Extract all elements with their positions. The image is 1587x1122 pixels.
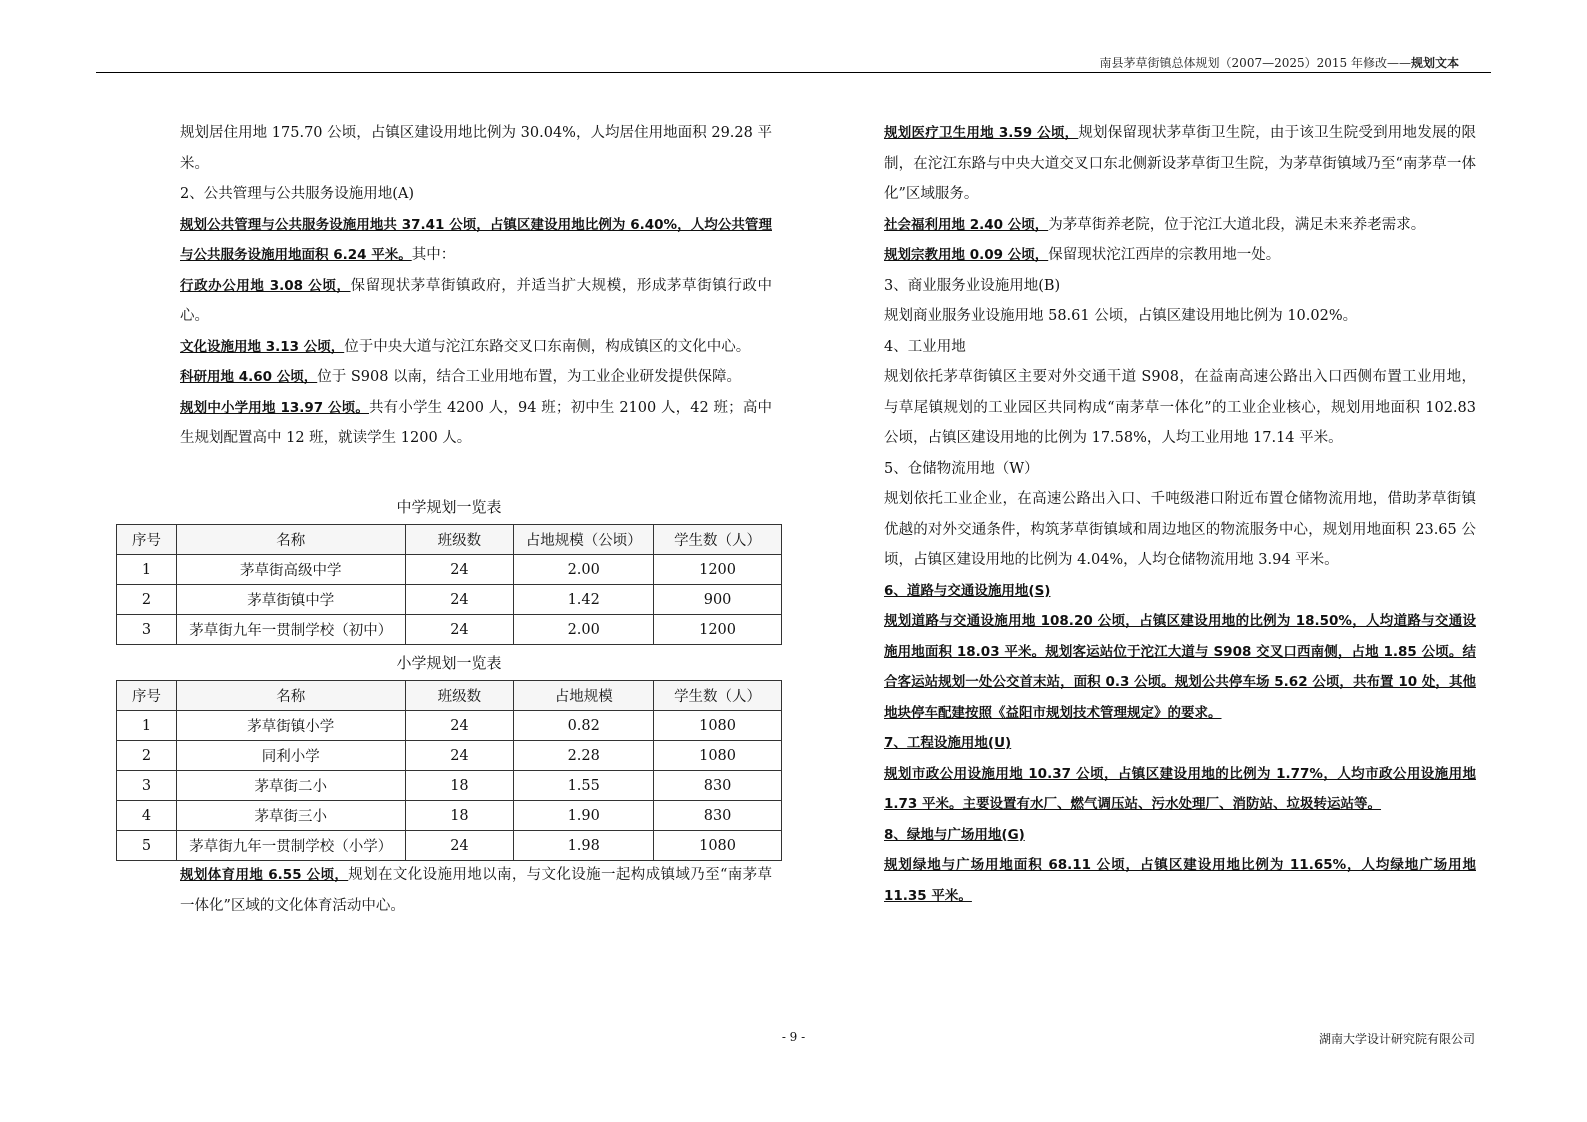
table-cell: 24 <box>405 585 514 615</box>
paragraph-public-facilities: 规划公共管理与公共服务设施用地共 37.41 公顷，占镇区建设用地比例为 6.40%，人均公共管理与公共服务设施用地面积 6.24 平米。其中： <box>180 216 772 263</box>
col-header: 学生数（人） <box>654 525 782 555</box>
heading-industrial: 4、工业用地 <box>884 338 966 355</box>
col-header: 占地规模 <box>514 681 654 711</box>
table-cell: 3 <box>117 615 177 645</box>
header-title-bold: 规划文本 <box>1410 56 1459 70</box>
table-header-row <box>117 681 782 711</box>
col-header: 序号 <box>117 681 177 711</box>
research-land-label: 科研用地 4.60 公顷， <box>180 369 318 385</box>
table-cell: 900 <box>654 585 782 615</box>
table-cell: 0.82 <box>514 711 654 741</box>
middle-school-table <box>116 524 782 645</box>
paragraph-residential: 规划居住用地 175.70 公顷，占镇区建设用地比例为 30.04%，人均居住用地面积 29.28 平米。 <box>180 125 772 172</box>
paragraph-green: 规划绿地与广场用地面积 68.11 公顷，占镇区建设用地比例为 11.65%，人均绿地广场用地 11.35 平米。 <box>884 857 1476 904</box>
schools-land-label: 规划中小学用地 13.97 公顷。 <box>180 399 369 416</box>
page-number: - 9 - <box>781 1030 806 1044</box>
table-cell: 1200 <box>654 615 782 645</box>
table-caption-primary-school: 小学规划一览表 <box>396 654 502 672</box>
table-caption-middle-school: 中学规划一览表 <box>396 498 502 516</box>
table-cell: 24 <box>405 711 514 741</box>
paragraph-transport: 规划道路与交通设施用地 108.20 公顷，占镇区建设用地的比例为 18.50%，人均道路与交通设施用地面积 18.03 平米。规划客运站位于沱江大道与 S908 交叉口西南侧，占地 1.85 公顷。结合客运站规划一处公交首末站，面积 0.3 公顷。规划公共停车场 5.62 公顷，共布置 10 处，其他地块停车配建按照《益阳市规划技术管理规定》的要求。 <box>884 613 1476 721</box>
paragraph-utilities: 规划市政公用设施用地 10.37 公顷，占镇区建设用地的比例为 1.77%，人均市政公用设施用地 1.73 平米。主要设置有水厂、燃气调压站、污水处理厂、消防站、垃圾转运站等。 <box>884 765 1476 812</box>
left-column-top <box>180 118 772 454</box>
table-cell: 1.42 <box>514 585 654 615</box>
col-header: 名称 <box>176 525 405 555</box>
table-cell: 2 <box>117 585 177 615</box>
table-cell: 830 <box>654 771 782 801</box>
col-header: 占地规模（公顷） <box>514 525 654 555</box>
paragraph-welfare: 社会福利用地 2.40 公顷，为茅草街养老院，位于沱江大道北段，满足未来养老需求。 <box>884 216 1426 233</box>
table-cell: 1 <box>117 711 177 741</box>
table-cell: 24 <box>405 831 514 861</box>
table-cell: 3 <box>117 771 177 801</box>
religion-land-label: 规划宗教用地 0.09 公顷， <box>884 247 1049 263</box>
paragraph-industrial: 规划依托茅草街镇区主要对外交通干道 S908，在益南高速公路出入口西侧布置工业用地，与草尾镇规划的工业园区共同构成“南茅草一体化”的工业企业核心，规划用地面积 102.83 公顷，占镇区建设用地的比例为 17.58%，人均工业用地 17.14 平米。 <box>884 369 1476 446</box>
table-cell: 2.00 <box>514 615 654 645</box>
paragraph-research: 科研用地 4.60 公顷，位于 S908 以南，结合工业用地布置，为工业企业研发提供保障。 <box>180 369 742 385</box>
paragraph-culture: 文化设施用地 3.13 公顷，位于中央大道与沱江东路交叉口东南侧，构成镇区的文化中心。 <box>180 338 751 355</box>
header-divider <box>96 72 1491 73</box>
col-header: 班级数 <box>405 525 514 555</box>
header-title-prefix: 南县茅草街镇总体规划（2007—2025）2015 年修改—— <box>1099 56 1411 70</box>
table-cell: 1080 <box>654 741 782 771</box>
admin-land-label: 行政办公用地 3.08 公顷， <box>180 277 351 294</box>
table-cell: 1080 <box>654 831 782 861</box>
table-row <box>117 831 782 861</box>
table-row <box>117 555 782 585</box>
table-cell: 18 <box>405 801 514 831</box>
welfare-land-label: 社会福利用地 2.40 公顷， <box>884 216 1049 233</box>
table-cell: 1080 <box>654 711 782 741</box>
table-cell: 2.28 <box>514 741 654 771</box>
table-cell: 茅草街镇小学 <box>176 711 405 741</box>
col-header: 班级数 <box>405 681 514 711</box>
table-cell: 茅草街镇中学 <box>176 585 405 615</box>
table-cell: 830 <box>654 801 782 831</box>
table-header-row <box>117 525 782 555</box>
heading-commercial: 3、商业服务业设施用地(B) <box>884 277 1061 294</box>
right-column <box>884 118 1476 911</box>
paragraph-sports: 规划体育用地 6.55 公顷，规划在文化设施用地以南，与文化设施一起构成镇域乃至“南茅草一体化”区域的文化体育活动中心。 <box>180 867 772 914</box>
table-cell: 4 <box>117 801 177 831</box>
table-cell: 24 <box>405 741 514 771</box>
paragraph-religion: 规划宗教用地 0.09 公顷，保留现状沱江西岸的宗教用地一处。 <box>884 247 1281 263</box>
left-column-bottom <box>180 860 772 921</box>
col-header: 序号 <box>117 525 177 555</box>
footer-organization: 湖南大学设计研究院有限公司 <box>1318 1032 1475 1046</box>
table-row <box>117 741 782 771</box>
primary-school-table <box>116 680 782 861</box>
public-facilities-summary: 规划公共管理与公共服务设施用地共 37.41 公顷，占镇区建设用地比例为 6.40%，人均公共管理与公共服务设施用地面积 6.24 平米。 <box>180 216 772 263</box>
table-cell: 茅草街二小 <box>176 771 405 801</box>
table-cell: 茅草街高级中学 <box>176 555 405 585</box>
table-row <box>117 771 782 801</box>
medical-land-label: 规划医疗卫生用地 3.59 公顷， <box>884 125 1079 141</box>
table-cell: 茅草街九年一贯制学校（小学） <box>176 831 405 861</box>
table-row <box>117 711 782 741</box>
table-cell: 茅草街九年一贯制学校（初中） <box>176 615 405 645</box>
culture-land-label: 文化设施用地 3.13 公顷， <box>180 338 345 355</box>
paragraph-commercial: 规划商业服务业设施用地 58.61 公顷，占镇区建设用地比例为 10.02%。 <box>884 308 1358 324</box>
table-cell: 同利小学 <box>176 741 405 771</box>
table-cell: 24 <box>405 615 514 645</box>
table-cell: 5 <box>117 831 177 861</box>
heading-logistics: 5、仓储物流用地（W） <box>884 460 1039 477</box>
table-cell: 1.98 <box>514 831 654 861</box>
table-cell: 1 <box>117 555 177 585</box>
heading-public-facilities: 2、公共管理与公共服务设施用地(A) <box>180 186 415 202</box>
table-row <box>117 615 782 645</box>
page-header <box>1100 54 1459 71</box>
table-cell: 2 <box>117 741 177 771</box>
table-row <box>117 801 782 831</box>
table-cell: 2.00 <box>514 555 654 585</box>
table-cell: 1.55 <box>514 771 654 801</box>
paragraph-schools: 规划中小学用地 13.97 公顷。共有小学生 4200 人，94 班；初中生 2100 人，42 班；高中生规划配置高中 12 班，就读学生 1200 人。 <box>180 399 772 446</box>
table-cell: 1200 <box>654 555 782 585</box>
paragraph-medical: 规划医疗卫生用地 3.59 公顷，规划保留现状茅草街卫生院，由于该卫生院受到用地发展的限制，在沱江东路与中央大道交叉口东北侧新设茅草街卫生院，为茅草街镇域乃至“南茅草一体化”区域服务。 <box>884 125 1476 202</box>
heading-utilities: 7、工程设施用地(U) <box>884 735 1012 751</box>
col-header: 名称 <box>176 681 405 711</box>
paragraph-logistics: 规划依托工业企业，在高速公路出入口、千吨级港口附近布置仓储物流用地，借助茅草街镇优越的对外交通条件，构筑茅草街镇域和周边地区的物流服务中心，规划用地面积 23.65 公顷，占镇区建设用地的比例为 4.04%，人均仓储物流用地 3.94 平米。 <box>884 491 1476 568</box>
table-cell: 1.90 <box>514 801 654 831</box>
sports-land-label: 规划体育用地 6.55 公顷， <box>180 867 349 883</box>
heading-green: 8、绿地与广场用地(G) <box>884 826 1025 843</box>
table-cell: 24 <box>405 555 514 585</box>
heading-transport: 6、道路与交通设施用地(S) <box>884 582 1051 599</box>
table-row <box>117 585 782 615</box>
paragraph-admin: 行政办公用地 3.08 公顷，保留现状茅草街镇政府，并适当扩大规模，形成茅草街镇行政中心。 <box>180 277 772 324</box>
table-cell: 18 <box>405 771 514 801</box>
col-header: 学生数（人） <box>654 681 782 711</box>
table-cell: 茅草街三小 <box>176 801 405 831</box>
